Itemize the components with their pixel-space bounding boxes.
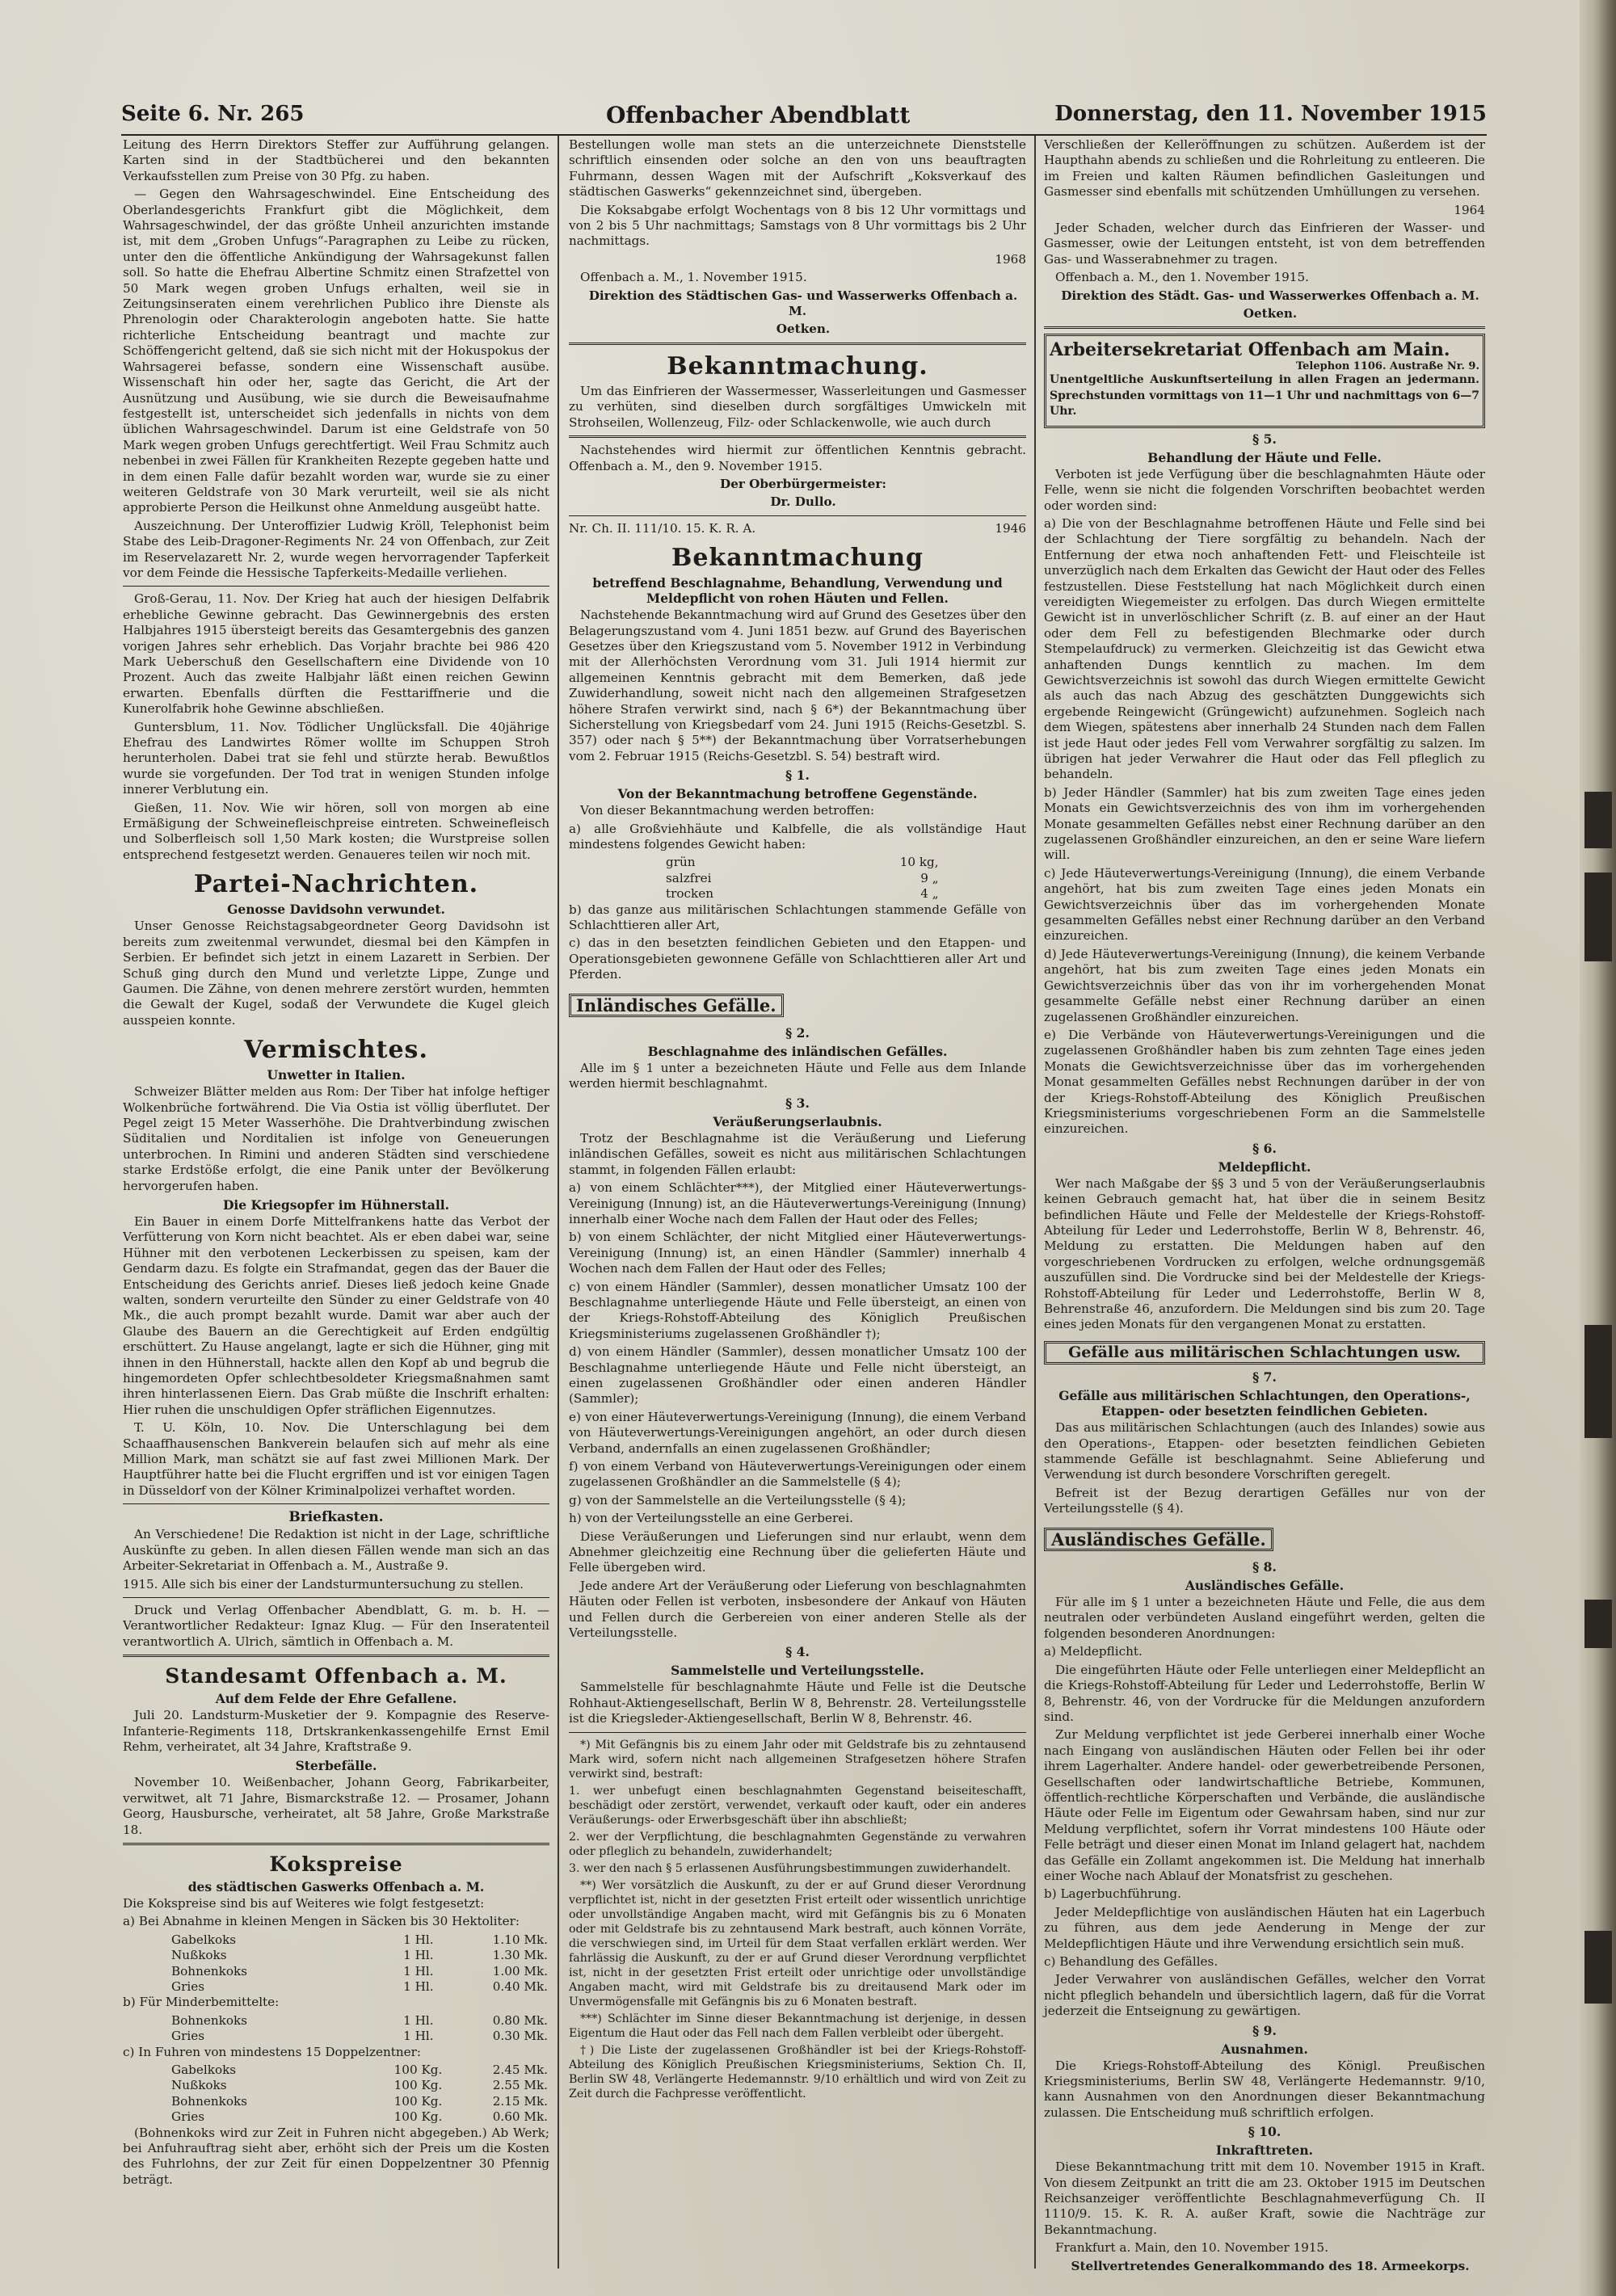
ink-block: [1584, 873, 1612, 961]
subheading: Unwetter in Italien.: [267, 1067, 406, 1083]
footnote: 2. wer der Verpflichtung, die beschlagnahmten Gegenstände zu verwahren oder pfleglich zu behandeln, zuwiderhandelt;: [569, 1830, 1026, 1858]
signature: Der Oberbürgermeister:: [720, 476, 886, 491]
article-text: Von dieser Bekanntmachung werden betroffen:: [580, 803, 875, 818]
boxed-heading: Inländisches Gefälle.: [569, 994, 784, 1017]
article-text: Nachstehendes wird hiermit zur öffentlichen Kenntnis gebracht. Offenbach a. M., den 9. November 1915.: [569, 443, 1026, 473]
table-cell: 0.30 Mk.: [492, 2029, 548, 2044]
article-text: Alle im § 1 unter a bezeichneten Häute und Felle aus dem Inlande werden hiermit beschlagnahmt.: [569, 1061, 1026, 1091]
table-cell: Bohnenkoks: [171, 2012, 247, 2028]
table-cell: 1.30 Mk.: [492, 1948, 548, 1963]
table-cell: 0.60 Mk.: [492, 2109, 548, 2125]
page-header: [121, 102, 1487, 136]
box-heading: Arbeitersekretariat Offenbach am Main.: [1050, 339, 1450, 361]
list-item: c) von einem Händler (Sammler), dessen monatlicher Umsatz 100 der Beschlagnahme unterliegende Häute und Felle übersteigt, an einen von der Kriegs-Rohstoff-Abteilung des Königlich Preußischen Kriegsministeriums zugelassenen Großhändler †);: [569, 1279, 1026, 1341]
subheading: betreffend Beschlagnahme, Behandlung, Verwendung und Meldepflicht von rohen Häuten und Fellen.: [592, 575, 1003, 607]
column-3: [1044, 137, 1485, 2277]
table-row: [123, 2013, 549, 2029]
table-cell: 2.55 Mk.: [492, 2078, 548, 2093]
adjacent-page-edge: [1580, 0, 1616, 2296]
table-cell: 10 kg,: [899, 855, 939, 870]
table-row: [123, 2078, 549, 2093]
subheading: Genosse Davidsohn verwundet.: [227, 902, 445, 918]
section-number: § 9.: [1252, 2022, 1277, 2038]
boxed-heading: Gefälle aus militärischen Schlachtungen usw.: [1044, 1341, 1485, 1365]
table-row: [123, 2109, 549, 2125]
column-2: [569, 137, 1026, 2104]
article-text: Sammelstelle für beschlagnahmte Häute und Felle ist die Deutsche Rohhaut-Aktiengesellschaft, Berlin W 8, Behrenstr. 28. Verteilungsstelle ist die Kriegsleder-Aktiengesellschaft, Berlin W 8, Behrenstr. 46.: [569, 1680, 1026, 1726]
table-cell: Gries: [171, 2109, 205, 2125]
footnote: 3. wer den nach § 5 erlassenen Ausführungsbestimmungen zuwiderhandelt.: [569, 1861, 1012, 1875]
divider: [123, 1655, 549, 1657]
section-title: Inkrafttreten.: [1215, 2143, 1314, 2159]
ref-number: 1968: [995, 251, 1026, 267]
list-item: e) von einer Häuteverwertungs-Vereinigung (Innung), die einem Verband von Häuteverwertungs-Vereinigungen angehört, an oder durch diesen Verband, andernfalls an einen zugelassenen Großhändler;: [569, 1409, 1026, 1456]
article-gross-gerau: Groß-Gerau, 11. Nov. Der Krieg hat auch der hiesigen Delfabrik erhebliche Gewinne gebracht. Das Gewinnergebnis des ersten Halbjahres 1915 übersteigt bereits das Gesamtergebnis des ganzen vorigen Jahres sehr erheblich. Das Vorjahr brachte bei 986 420 Mark Ueberschuß den Gesellschaftern eine Dividende von 10 Prozent. Auch das zweite Halbjahr läßt einen reichen Gewinn erwarten. Ebenfalls dürften die Festtariffnerie und die Kunerolfabrik hohe Gewinne abschließen.: [123, 591, 549, 717]
table-cell: 4 „: [920, 886, 939, 902]
list-item: f) von einem Verband von Häuteverwertungs-Vereinigungen oder einem zugelassenen Großhändler an die Sammelstelle (§ 4);: [569, 1459, 1026, 1490]
column-divider: [1034, 136, 1036, 2269]
list-item: c) das in den besetzten feindlichen Gebieten und den Etappen- und Operationsgebieten gewonnene Gefälle von Schlachttieren aller Art und Pferden.: [569, 936, 1026, 982]
section-heading: Bekanntmachung.: [667, 351, 928, 381]
list-item: c) Behandlung des Gefälles.: [1044, 1954, 1218, 1969]
divider: [123, 1597, 549, 1598]
arbeitersekretariat-box: [1044, 334, 1485, 427]
table-cell: 100 Kg.: [393, 2063, 443, 2078]
article-unwetter: Schweizer Blätter melden aus Rom: Der Tiber hat infolge heftiger Wolkenbrüche fortwährend. Die Via Ostia ist völlig überflutet. Der Pegel zeigt 15 Meter Wasserhöhe. Die Drahtverbindung zwischen Süditalien und Norditalien ist infolge von Geneuerungen unterbrochen. In Rimini und anderen Städten sind verschiedene starke Erdstöße erfolgt, die eine Panik unter der Bevölkerung hervorgerufen haben.: [123, 1084, 549, 1193]
article-auszeichnung: Auszeichnung. Der Unteroffizier Ludwig Kröll, Telephonist beim Stabe des Leib-Dragoner-Regiments Nr. 24 von Offenbach, zur Zeit im Reservelazarett Nr. 2, wurde wegen hervorragender Tapferkeit vor dem Feinde die Hessische Tapferkeits-Medaille verliehen.: [123, 518, 549, 580]
table-cell: 1 Hl.: [403, 1932, 434, 1947]
signature: Oetken.: [776, 322, 831, 337]
section-number: § 10.: [1248, 2124, 1281, 2140]
table-cell: 0.40 Mk.: [492, 1979, 548, 1994]
article-text: Befreit ist der Bezug derartigen Gefälles nur von der Verteilungsstelle (§ 4).: [1044, 1485, 1485, 1516]
footnotes: [569, 1738, 1026, 2101]
article-giessen: Gießen, 11. Nov. Wie wir hören, soll von morgen ab eine Ermäßigung der Schweinefleischpreise eintreten. Schweinefleisch und Solberfleisch soll 1,50 Mark kosten; die Wurstpreise sollen entsprechend festgesetzt werden. Genaueres teilen wir noch mit.: [123, 800, 549, 862]
list-item: b) Lagerbuchführung.: [1044, 1886, 1181, 1902]
footnote: †) Die Liste der zugelassenen Großhändler ist bei der Kriegs-Rohstoff-Abteilung des Königlich Preußischen Kriegsministeriums, Sektion Ch. II, Berlin SW 48, Verlängerte Hedemannstr. 9/10 erhältlich und wird von Zeit zu Zeit durch die Fachpresse veröffentlicht.: [569, 2043, 1026, 2100]
section-heading: Partei-Nachrichten.: [193, 870, 479, 899]
article-davidsohn: Unser Genosse Reichstagsabgeordneter Georg Davidsohn ist bereits zum zweitenmal verwundet, diesmal bei den Kämpfen in Serbien. Er befindet sich jetzt in einem Lazarett in Serbien. Der Schuß ging durch den Mund und verletzte Lippe, Zunge und Gaumen. Die Zähne, von denen mehrere zerstört wurden, hemmten die Gewalt der Kugel, sodaß der Verwundete die Kugel gleich ausspeien konnte.: [123, 919, 549, 1028]
newspaper-title: Offenbacher Abendblatt: [606, 102, 911, 128]
table-cell: Gries: [171, 1979, 205, 1994]
article-wahrsage: — Gegen den Wahrsageschwindel. Eine Entscheidung des Oberlandesgerichts Frankfurt gibt die Möglichkeit, dem Wahrsageschwindel, der das größte Unheil anzurichten imstande ist, mit dem „Groben Unfugs“-Paragraphen zu Leibe zu rücken, unter den die öffentliche Ankündigung der Wahrsagekunst fallen soll. So hatte die Ehefrau Albertine Schmitz einen Strafzettel von 50 Mark wegen groben Unfugs erhalten, weil sie in Zeitungsinseraten einem verehrlichen Publico ihre Dienste als Phrenologin oder Charakterologin angeboten hatte. Sie hatte richterliche Entscheidung beantragt und machte zur Schöffengericht geltend, daß sie sich nicht mit der Hokuspokus der Wahrsagerei befasse, sondern eine Wissenschaft ausübe. Wissenschaft hin oder her, sagte das Gericht, die Art der Ausnützung und Ausübung, wie sie durch die Beweisaufnahme festgestellt ist, unterscheidet sich jedenfalls in nichts von dem üblichen Wahrsageschwindel. Darum ist eine Geldstrafe von 50 Mark wegen groben Unfugs gerechtfertigt. Weil Frau Schmitz auch nebenbei in zwei Fällen für Krankheiten Rezepte gegeben hatte und in dem einen Falle dafür bezahlt worden war, wurde sie zu einer weiteren Geldstrafe von 30 Mark verurteilt, weil sie als nicht approbierte Person die Heilkunst ohne Anmeldung ausgeübt hatte.: [123, 187, 549, 515]
section-title: Von der Bekanntmachung betroffene Gegenstände.: [617, 786, 978, 802]
section-heading: Kokspreise: [269, 1852, 403, 1876]
article-text: Trotz der Beschlagnahme ist die Veräußerung und Lieferung inländischen Gefälles, soweit es nicht aus militärischen Schlachtungen stammt, in folgenden Fällen erlaubt:: [569, 1130, 1026, 1177]
subheading: Die Kriegsopfer im Hühnerstall.: [222, 1196, 450, 1213]
section-heading: Standesamt Offenbach a. M.: [165, 1664, 507, 1688]
signature: Direktion des Städtischen Gas- und Wasserwerks Offenbach a. M.: [588, 288, 1018, 319]
section-number: § 7.: [1252, 1369, 1277, 1386]
article-text: Das aus militärischen Schlachtungen (auch des Inlandes) sowie aus den Operations-, Etappen- oder besetzten feindlichen Gebieten stammende Gefälle ist beschlagnahmt. Seine Ablieferung und Verwendung ist durch besondere Vorschriften geregelt.: [1044, 1420, 1485, 1482]
article-text: Jeder Verwahrer von ausländischen Gefälles, welcher den Vorrat nicht pfleglich behandeln und übersichtlich lagern, daß für die Vorrat jederzeit die Entseignung zu gewärtigen.: [1044, 1972, 1485, 2019]
table-cell: Bohnenkoks: [171, 2093, 247, 2109]
table-cell: 1 Hl.: [403, 1979, 434, 1994]
article-text: Jede andere Art der Veräußerung oder Lieferung von beschlagnahmten Häuten oder Fellen ist verboten, insbesondere der Ankauf von Häuten und Fellen durch die Gerbereien von einer anderen Stelle als der Verteilungsstelle.: [569, 1578, 1026, 1641]
price-group-label: c) In Fuhren von mindestens 15 Doppelzentner:: [123, 2044, 421, 2059]
list-item: d) Jede Häuteverwertungs-Vereinigung (Innung), die keinem Verbande angehört, hat bis zum zweiten Tage eines jeden Monats ein Gewichtsverzeichnis über das von ihr im vorhergehenden Monat gesammelte Gefälle nebst einer Rechnung darüber an einen zugelassenen Großhändler einzureichen.: [1044, 946, 1485, 1024]
ref-number: 1964: [1454, 202, 1485, 217]
article-text: Jeder Meldepflichtige von ausländischen Häuten hat ein Lagerbuch zu führen, aus dem jede Aenderung in Menge der zur Meldepflichtigen Häute und ihre Verwendung ersichtlich sein muß.: [1044, 1904, 1485, 1951]
ink-block: [1584, 1931, 1612, 2004]
section-number: § 2.: [785, 1025, 810, 1041]
table-cell: salzfrei: [666, 870, 712, 885]
section-title: Behandlung der Häute und Felle.: [1147, 449, 1382, 465]
list-item: d) von einem Händler (Sammler), dessen monatlicher Umsatz 100 der Beschlagnahme unterliegende Häute und Felle nicht übersteigt, an einen zugelassenen Großhändler oder einen anderen Händler (Sammler);: [569, 1344, 1026, 1407]
article-text: Wer nach Maßgabe der §§ 3 und 5 von der Veräußerungserlaubnis keinen Gebrauch gemacht hat, hat über die in seinem Besitz befindlichen Häute und Felle der Meldestelle der Kriegs-Rohstoff-Abteilung für Leder und Lederrohstoffe, Berlin W 8, Behrenstr. 46, Meldung zu erstatten. Die Meldungen haben auf den vorgeschriebenen Vordrucken zu erfolgen, welche ordnungsgemäß auszufüllen sind. Die Vordrucke sind bei der Meldestelle der Kriegs-Rohstoff-Abteilung für Leder und Lederrohstoffe, Berlin W 8, Behrenstraße 46, anzufordern. Die Meldungen sind bis zum 20. Tage eines jeden Monats für den vergangenen Monat zu erstatten.: [1044, 1175, 1485, 1332]
table-cell: Gabelkoks: [171, 1932, 237, 1947]
article-briefkasten: An Verschiedene! Die Redaktion ist nicht in der Lage, schriftliche Auskünfte zu geben. In allen diesen Fällen wende man sich an das Arbeiter-Sekretariat in Offenbach a. M., Austraße 9.: [123, 1527, 549, 1574]
article-text: Die eingeführten Häute oder Felle unterliegen einer Meldepflicht an die Kriegs-Rohstoff-Abteilung für Leder und Lederrohstoffe, Berlin W 8, Behrenstr. 46, von der Vordrucke für die Meldungen anzufordern sind.: [1044, 1662, 1485, 1724]
column-divider: [558, 136, 559, 2269]
article-text: (Bohnenkoks wird zur Zeit in Fuhren nicht abgegeben.) Ab Werk; bei Anfuhrauftrag sieht aber, erhöht sich der Preis um die Kosten des Fuhrlohns, der zur Zeit für einen Doppelzentner 30 Pfennig beträgt.: [123, 2125, 549, 2187]
table-cell: grün: [666, 855, 696, 870]
table-row: [123, 1979, 549, 1995]
article-koeln: T. U. Köln, 10. Nov. Die Unterschlagung bei dem Schaaffhausenschen Bankverein belaufen sich auf mehr als eine Million Mark, man schätzt sie auf fast zwei Millionen Mark. Der Hauptführer hatte bei die Flucht ergriffen und ist vor einigen Tagen in Düsseldorf von der Kölner Kriminalpolizei verhaftet worden.: [123, 1420, 549, 1498]
section-title: Gefälle aus militärischen Schlachtungen, den Operations-, Etappen- oder besetzten feindlichen Gebieten.: [1058, 1388, 1471, 1419]
table-row: [123, 2029, 549, 2044]
table-cell: 1.10 Mk.: [492, 1932, 548, 1947]
table-cell: Nußkoks: [171, 2078, 227, 2093]
list-item: a) Die von der Beschlagnahme betroffenen Häute und Felle sind bei der Schlachtung der Tiere sorgfältig zu behandeln. Nach der Entfernung der etwa noch anhaftenden Fett- und Fleischteile ist unverzüglich nach dem Erkalten das Gewicht der Haut oder des Felles festzustellen. Diese Feststellung hat nach Möglichkeit durch einen vereidigten Wiegemeister zu erfolgen. Das durch Wiegen ermittelte Gewicht ist in unverlöschlicher Schrift (z. B. auf einer an der Haut oder dem Fell zu befestigenden Blechmarke oder durch Stempelaufdruck) zu vermerken. Gleichzeitig ist das Gewicht etwa anhaftenden Dungs kenntlich zu machen. Im dem Gewichtsverzeichnis ist sowohl das durch Wiegen ermittelte Gewicht als auch das nach Abzug des geschätzten Dunggewichts sich ergebende Reingewicht (Grüngewicht) aufzunehmen. Sogleich nach dem Wiegen, spätestens aber innerhalb 24 Stunden nach dem Fallen ist jede Haut oder jedes Fell vom Verwahrer sorgfältig zu salzen. Im übrigen hat jeder Verwahrer die Haut oder das Fell pfleglich zu behandeln.: [1044, 515, 1485, 782]
ink-block: [1584, 1600, 1612, 1648]
signature: Dr. Dullo.: [770, 494, 836, 510]
list-item: h) von der Verteilungsstelle an eine Gerberei.: [569, 1511, 853, 1526]
subheading: Auf dem Felde der Ehre Gefallene.: [215, 1691, 457, 1707]
footnote: ***) Schlächter im Sinne dieser Bekanntmachung ist derjenige, in dessen Eigentum die Haut oder das Fell nach dem Fallen verbleibt oder übergeht.: [569, 2012, 1026, 2040]
article-text: Die Kokspreise sind bis auf Weiteres wie folgt festgesetzt:: [123, 1895, 485, 1911]
page-number: Seite 6. Nr. 265: [121, 102, 305, 126]
ref-number: Nr. Ch. II. 111/10. 15. K. R. A. 1946: [569, 520, 1026, 536]
divider: [123, 1503, 549, 1504]
article-text: Verschließen der Kelleröffnungen zu schützen. Außerdem ist der Haupthahn abends zu schließen und die Rohrleitung zu entleeren. Die im Freien und kalten Räumen befindlichen Gasleitungen und Gasmesser sind ebenfalls mit schützenden Umhüllungen zu versehen.: [1044, 137, 1485, 200]
article-text: Verboten ist jede Verfügung über die beschlagnahmten Häute oder Felle, wenn sie nicht die folgenden Vorschriften beobachtet werden oder worden sind:: [1044, 466, 1485, 513]
article-text: Nachstehende Bekanntmachung wird auf Grund des Gesetzes über den Belagerungszustand vom 4. Juni 1851 bezw. auf Grund des Bayerischen Gesetzes über den Kriegszustand vom 5. November 1912 in Verbindung mit der Allerhöchsten Verordnung vom 31. Juli 1914 hiermit zur allgemeinen Kenntnis gebracht mit dem Bemerken, daß jede Zuwiderhandlung, soweit nicht nach den allgemeinen Strafgesetzen höhere Strafen verwirkt sind, nach § 6*) der Bekanntmachung über Sicherstellung von Kriegsbedarf vom 24. Juni 1915 (Reichs-Gesetzbl. S. 357) oder nach § 5**) der Bekanntmachung über Vorratserhebungen vom 2. Februar 1915 (Reichs-Gesetzbl. S. 54) bestraft wird.: [569, 608, 1027, 763]
article-text: Um das Einfrieren der Wassermesser, Wasserleitungen und Gasmesser zu verhüten, sind dieselben durch sorgfältiges Umwickeln mit Strohseilen, Wollenzeug, Filz- oder Schlackenwolle, wie auch durch: [569, 383, 1026, 430]
list-item: b) Jeder Händler (Sammler) hat bis zum zweiten Tage eines jeden Monats ein Gewichtsverzeichnis des von ihm im vorhergehenden Monate gesammelten Gefälles nebst einer Rechnung darüber an den zugelassenen Großhändler einzureichen, an den er seine Ware liefern will.: [1044, 784, 1485, 863]
box-telephone: Telephon 1106. Austraße Nr. 9.: [1295, 360, 1479, 373]
divider: [569, 343, 1026, 345]
list-item: e) Die Verbände von Häuteverwertungs-Vereinigungen und die zugelassenen Großhändler haben bis zum zehnten Tage eines jeden Monats die Gewichtsverzeichnisse über das im vorhergehenden Monat gesammelten Gefälles nebst Rechnungen darüber in der von der Kriegs-Rohstoff-Abteilung des Königlich Preußischen Kriegsministeriums vorgeschriebenen Form an die Sammelstelle einzureichen.: [1044, 1027, 1485, 1137]
article-text: Offenbach a. M., den 1. November 1915.: [1055, 270, 1309, 285]
table-cell: Bohnenkoks: [171, 1963, 247, 1979]
section-title: Veräußerungserlaubnis.: [713, 1113, 882, 1129]
table-row: [123, 2063, 549, 2078]
article-text: 1915. Alle sich bis einer der Landsturmuntersuchung zu stellen.: [123, 1576, 524, 1592]
issue-date: Donnerstag, den 11. November 1915: [1054, 102, 1487, 126]
table-row: [123, 1932, 549, 1948]
imprint: Druck und Verlag Offenbacher Abendblatt, G. m. b. H. — Verantwortlicher Redakteur: Ignaz Klug. — Für den Inseratenteil verantwortlich A. Ulrich, sämtlich in Offenbach a. M.: [123, 1602, 549, 1649]
column-1: [123, 137, 549, 2190]
entry-sterbefaelle: November 10. Weißenbacher, Johann Georg, Fabrikarbeiter, verwitwet, alt 71 Jahre, Bismarckstraße 12. — Prosamer, Johann Georg, Hausbursche, verheiratet, alt 58 Jahre, Große Markstraße 18.: [123, 1775, 549, 1837]
list-item: g) von der Sammelstelle an die Verteilungsstelle (§ 4);: [569, 1492, 907, 1508]
price-group-label: b) Für Minderbemittelte:: [123, 1995, 280, 2010]
list-item: b) von einem Schlächter, der nicht Mitglied einer Häuteverwertungs-Vereinigung (Innung) ist, an einen Händler (Sammler) innerhalb 4 Wochen nach dem Fallen der Haut oder des Felles;: [569, 1230, 1026, 1276]
divider: [1044, 326, 1485, 329]
article-text: Frankfurt a. Main, den 10. November 1915.: [1055, 2240, 1329, 2256]
table-cell: 1.00 Mk.: [492, 1963, 548, 1979]
section-number: § 1.: [785, 767, 810, 784]
divider: [123, 586, 549, 587]
article-text: Diese Veräußerungen und Lieferungen sind nur erlaubt, wenn dem Abnehmer gleichzeitig eine Rechnung über die gelieferten Häute und Felle übergeben wird.: [569, 1529, 1026, 1575]
ink-block: [1584, 792, 1612, 848]
table-cell: 100 Kg.: [393, 2109, 443, 2125]
price-table-c: [123, 2063, 549, 2126]
weight-table: [666, 855, 941, 902]
section-number: § 5.: [1252, 431, 1277, 447]
entry-gefallene: Juli 20. Landsturm-Musketier der 9. Kompagnie des Reserve-Infanterie-Regiments 118, Drtskrankenkassengehilfe Ernst Emil Rehm, verheiratet, alt 34 Jahre, Kraftstraße 9.: [123, 1708, 549, 1754]
list-item: a) alle Großviehhäute und Kalbfelle, die als vollständige Haut mindestens folgendes Gewicht haben:: [569, 821, 1026, 852]
article-guntersblum: Guntersblum, 11. Nov. Tödlicher Unglücksfall. Die 40jährige Ehefrau des Landwirtes Römer wollte im Schuppen Stroh herunterholen. Dabei trat sie fehl und stürzte herab. Bewußtlos wurde sie vorgefunden. Der Tod trat in wenigen Stunden infolge innerer Verblutung ein.: [123, 719, 549, 797]
table-cell: 2.45 Mk.: [492, 2063, 548, 2078]
article-text: Zur Meldung verpflichtet ist jede Gerberei innerhalb einer Woche nach Eingang von ausländischen Häuten oder Fellen bei ihr oder ihrem Lagerhalter. Andere handel- oder gewerbetreibende Personen, Gesellschaften oder landwirtschaftliche Betriebe, Kommunen, öffentlich-rechtliche Körperschaften und Verbände, die ausländische Häute oder Felle im Eigentum oder Gewahrsam haben, sind nur zur Meldung verpflichtet, sofern ihr Vorrat mindestens 100 Häute oder Felle beträgt und dieser einen Monat im Inland gelagert hat, nachdem das Gefälle ein Zollamt angekommen ist. Die Meldung hat innerhalb einer Woche nach Ablauf der Monatsfrist zu geschehen.: [1044, 1727, 1485, 1883]
section-number: § 8.: [1252, 1559, 1277, 1575]
boxed-heading: Ausländisches Gefälle.: [1044, 1528, 1273, 1551]
table-row: [666, 886, 941, 902]
signature: Oetken.: [1243, 306, 1298, 322]
section-title: Meldepflicht.: [1218, 1159, 1311, 1175]
table-cell: Gabelkoks: [171, 2063, 237, 2078]
price-table-a: [123, 1932, 549, 1995]
table-cell: 1 Hl.: [403, 2012, 434, 2028]
section-number: § 4.: [785, 1644, 810, 1660]
signature: Stellvertretendes Generalkommando des 18. Armeekorps.: [1071, 2258, 1470, 2273]
list-item: c) Jede Häuteverwertungs-Vereinigung (Innung), die einem Verbande angehört, hat bis zum zweiten Tage eines jeden Monats ein Gewichtsverzeichnis über das im vorhergehenden Monate gesammelten Gefälles nebst einer Rechnung darüber an den Verband einzureichen.: [1044, 865, 1485, 944]
article-text: Diese Bekanntmachung tritt mit dem 10. November 1915 in Kraft. Von diesem Zeitpunkt an tritt die am 23. Oktober 1915 im Deutschen Reichsanzeiger veröffentlichte Beschlagnahmeverfügung Ch. II 1110/9. 15. K. R. A. außer Kraft, sowie die Nachträge zur Bekanntmachung.: [1044, 2159, 1485, 2237]
footnote: *) Mit Gefängnis bis zu einem Jahr oder mit Geldstrafe bis zu zehntausend Mark wird, sofern nicht nach allgemeinen Strafgesetzen höhere Strafen verwirkt sind, bestraft:: [569, 1738, 1026, 1781]
price-table-b: [123, 2013, 549, 2045]
table-cell: Nußkoks: [171, 1948, 227, 1963]
table-row: [666, 871, 941, 886]
article-text: Für alle im § 1 unter a bezeichneten Häute und Felle, die aus dem neutralen oder verbündeten Ausland eingeführt werden, gelten die folgenden besonderen Anordnungen:: [1044, 1595, 1485, 1641]
article-text: Leitung des Herrn Direktors Steffer zur Aufführung gelangen. Karten sind in der Stadtbücherei und den bekannten Verkaufsstellen zum Preise von 30 Pfg. zu haben.: [123, 137, 549, 183]
section-heading: Briefkasten.: [288, 1509, 384, 1526]
section-heading: Bekanntmachung: [671, 544, 924, 573]
table-row: [123, 1948, 549, 1963]
article-text: Die Kriegs-Rohstoff-Abteilung des Königl. Preußischen Kriegsministeriums, Berlin SW 48, Verlängerte Hedemannstr. 9/10, kann Ausnahmen von den Anordnungen dieser Bekanntmachung zulassen. Die Entscheidung muß schriftlich erfolgen.: [1044, 2058, 1485, 2120]
table-cell: 2.15 Mk.: [492, 2093, 548, 2109]
table-cell: trocken: [666, 886, 713, 902]
section-title: Ausnahmen.: [1221, 2041, 1308, 2057]
article-text: Bestellungen wolle man stets an die unterzeichnete Dienststelle schriftlich einsenden oder solche an den von uns beauftragten Fuhrmann, dessen Wagen mit der Aufschrift „Koksverkauf des städtischen Gaswerks“ gekennzeichnet sind, übergeben.: [569, 137, 1026, 200]
table-cell: 100 Kg.: [393, 2093, 443, 2109]
subheading: Sterbefälle.: [295, 1758, 377, 1774]
table-cell: 100 Kg.: [393, 2078, 443, 2093]
table-row: [666, 855, 941, 870]
article-text: Die Koksabgabe erfolgt Wochentags von 8 bis 12 Uhr vormittags und von 2 bis 5 Uhr nachmittags; Samstags von 8 Uhr vormittags bis 2 Uhr nachmittags.: [569, 202, 1026, 249]
section-number: § 3.: [785, 1095, 810, 1111]
ink-block: [1584, 1325, 1612, 1438]
table-cell: 1 Hl.: [403, 1963, 434, 1979]
divider: [569, 435, 1026, 438]
table-cell: 1 Hl.: [403, 2029, 434, 2044]
table-cell: 0.80 Mk.: [492, 2012, 548, 2028]
table-cell: 1 Hl.: [403, 1948, 434, 1963]
article-huehnerstall: Ein Bauer in einem Dorfe Mittelfrankens hatte das Verbot der Verfütterung von Korn nicht beachtet. Als er eben dabei war, seine Hühner mit den verbotenen Leckerbissen zu speisen, kam der Gendarm dazu. Es folgte ein Strafmandat, gegen das der Bauer die Entscheidung des Gerichts anrief. Dieses ließ jedoch keine Gnade walten, sondern verurteilte den Sünder zu einer Geldstrafe von 40 Mk., die auch prompt bezahlt wurde. Damit war aber auch der Glaube des Bauern an die Gerechtigkeit auf Erden endgültig erschüttert. Zu Hause angelangt, lagte er sich die Hühner, ging mit ihnen in den Hühnerstall, hackte allen den Kopf ab und begrub die hingemordeten Opfer schlechtbesoldeter Kriegsmaßnahmen samt ihren hinterlassenen Eiern. Das Grab müßte die Inschrift erhalten: Hier ruhen die unschuldigen Opfer sträflichen Eigennutzes.: [123, 1213, 549, 1417]
list-item: b) das ganze aus militärischen Schlachtungen stammende Gefälle von Schlachttieren aller Art,: [569, 902, 1026, 933]
article-text: Offenbach a. M., 1. November 1915.: [580, 270, 807, 285]
section-title: Ausländisches Gefälle.: [1185, 1578, 1345, 1594]
table-row: [123, 1964, 549, 1979]
footnote: 1. wer unbefugt einen beschlagnahmten Gegenstand beiseiteschafft, beschädigt oder zerstört, verwendet, verkauft oder kauft, oder ein anderes Veräußerungs- oder Erwerbsgeschäft über ihn abschließt;: [569, 1784, 1026, 1827]
article-text: Jeder Schaden, welcher durch das Einfrieren der Wasser- und Gasmesser, owie der Leitungen entsteht, ist von dem betreffenden Gas- und Wasserabnehmer zu tragen.: [1044, 221, 1485, 267]
box-text: Unentgeltliche Auskunftserteilung in allen Fragen an jedermann. Sprechstunden vormittags von 11—1 Uhr und nachmittags von 6—7 Uhr.: [1050, 373, 1479, 418]
section-number: § 6.: [1252, 1140, 1277, 1156]
table-row: [123, 2094, 549, 2109]
section-heading: Vermischtes.: [244, 1036, 428, 1065]
divider: [569, 515, 1026, 516]
table-cell: 9 „: [920, 870, 939, 885]
signature: Direktion des Städt. Gas- und Wasserwerkes Offenbach a. M.: [1061, 288, 1479, 303]
list-item: a) von einem Schlächter***), der Mitglied einer Häuteverwertungs-Vereinigung (Innung) ist, an die Häuteverwertungs-Vereinigung (Innung) innerhalb einer Woche nach dem Fallen der Haut oder des Felles;: [569, 1180, 1026, 1226]
divider: [569, 1732, 1026, 1733]
divider: [123, 1843, 549, 1845]
subheading: des städtischen Gaswerks Offenbach a. M.: [187, 1878, 485, 1894]
footnote: **) Wer vorsätzlich die Auskunft, zu der er auf Grund dieser Verordnung verpflichtet ist, nicht in der gesetzten Frist erteilt oder wissentlich unrichtige oder unvollständige Angaben macht, wird mit Gefängnis bis zu 6 Monaten oder mit Geldstrafe bis zu zehntausend Mark bestraft, auch können Vorräte, die verschwiegen sind, im Urteil für dem Staat verfallen erklärt werden. Wer fahrlässig die Auskunft, zu der er auf Grund dieser Verordnung verpflichtet ist, nicht in der gesetzten Frist erteilt oder unrichtige oder unvollständige Angaben macht, wird mit Geldstrafe bis zu dreitausend Mark oder im Unvermögensfalle mit Gefängnis bis zu 6 Monaten bestraft.: [569, 1878, 1026, 2008]
list-item: a) Meldepflicht.: [1044, 1644, 1143, 1659]
table-cell: Gries: [171, 2029, 205, 2044]
section-title: Sammelstelle und Verteilungsstelle.: [671, 1663, 924, 1679]
section-title: Beschlagnahme des inländischen Gefälles.: [647, 1044, 948, 1060]
price-group-label: a) Bei Abnahme in kleinen Mengen in Säcken bis 30 Hektoliter:: [123, 1914, 520, 1929]
